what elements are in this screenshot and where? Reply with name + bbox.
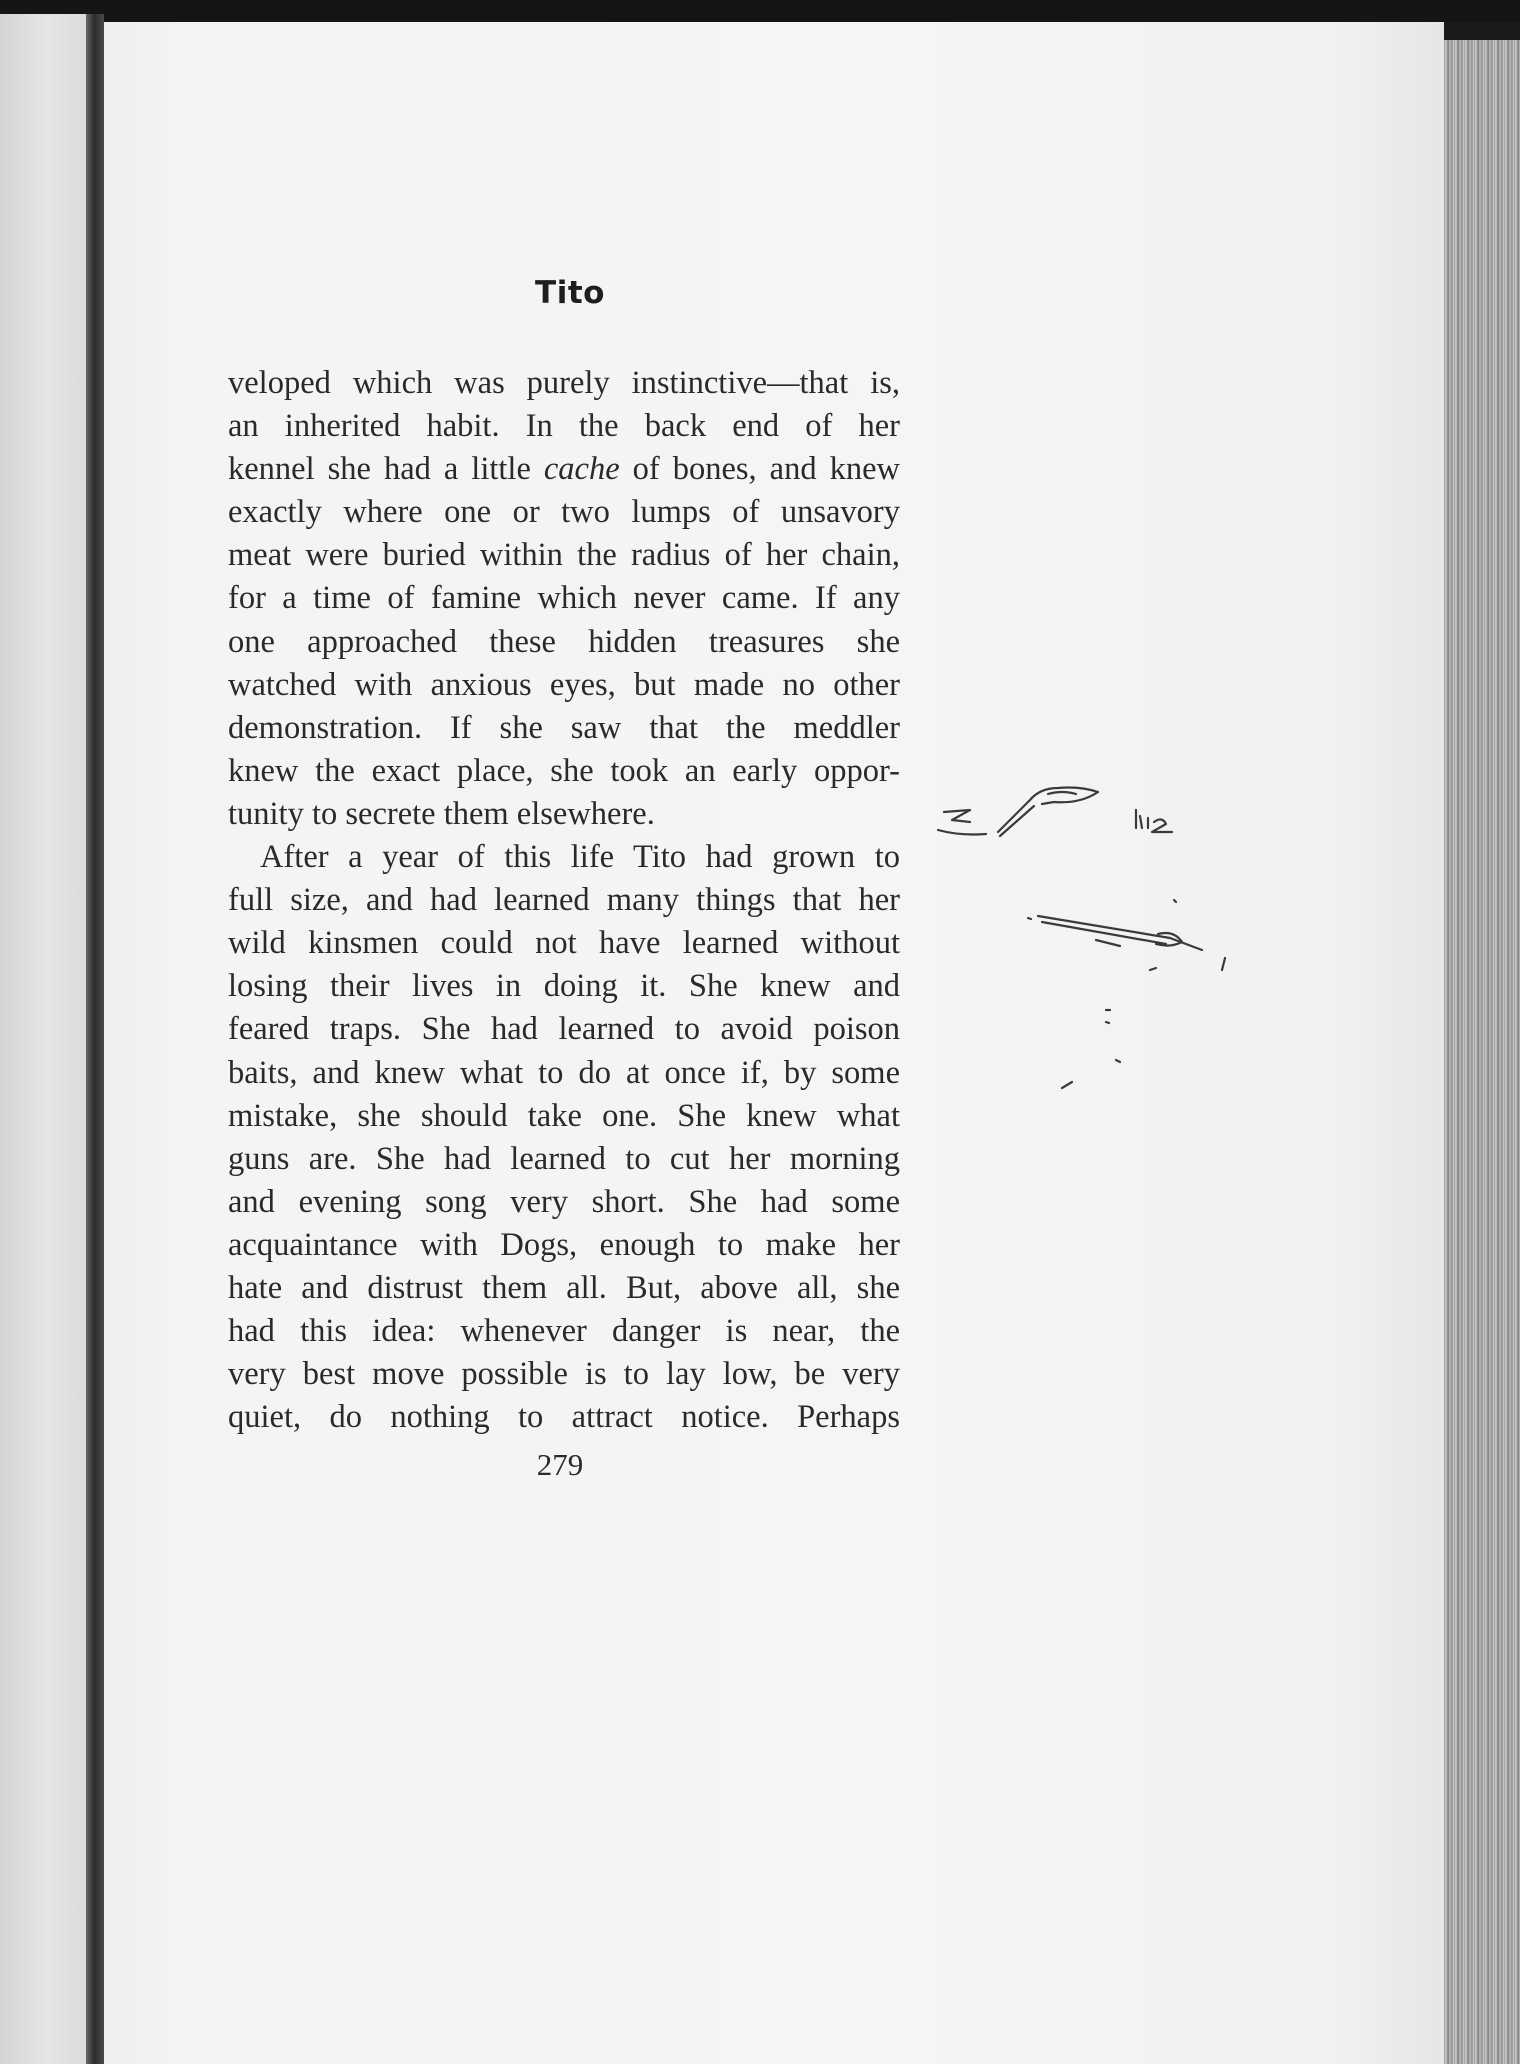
pencil-dot xyxy=(1116,1060,1120,1062)
text-line: had this idea: whenever danger is near, the xyxy=(228,1313,900,1350)
pencil-stroke xyxy=(1000,806,1034,836)
pencil-sketch-marks xyxy=(930,770,1290,1110)
page-number: 279 xyxy=(536,1447,584,1482)
text-line: wild kinsmen could not have learned without xyxy=(228,925,900,962)
pencil-dot xyxy=(1106,1010,1110,1023)
pencil-stroke xyxy=(944,810,970,822)
text-line: hate and distrust them all. But, above all, she xyxy=(228,1269,900,1306)
pencil-dot xyxy=(1028,918,1031,919)
text-line: tunity to secrete them elsewhere. xyxy=(228,795,655,832)
text-line: full size, and had learned many things that her xyxy=(228,882,900,919)
pencil-stroke xyxy=(938,830,986,835)
text-fragment: of bones, and knew xyxy=(619,451,900,488)
text-line: After a year of this life Tito had grown to xyxy=(260,839,900,876)
italic-word: cache xyxy=(543,451,620,488)
text-line: mistake, she should take one. She knew what xyxy=(228,1097,900,1134)
book-gutter xyxy=(86,14,104,2064)
text-line: very best move possible is to lay low, be very xyxy=(228,1356,900,1393)
scan-top-edge xyxy=(0,0,1520,22)
text-line xyxy=(228,448,900,491)
text-line: one approached these hidden treasures she xyxy=(228,623,900,660)
text-line: veloped which was purely instinctive—that is, xyxy=(228,365,900,401)
text-line: an inherited habit. In the back end of her xyxy=(228,408,900,445)
text-line: demonstration. If she saw that the meddler xyxy=(228,709,900,746)
text-fragment: kennel she had a little xyxy=(228,451,544,488)
text-line: exactly where one or two lumps of unsavory xyxy=(228,494,900,531)
left-page-edge xyxy=(0,14,86,2064)
text-line: baits, and knew what to do at once if, by some xyxy=(228,1054,900,1091)
pencil-stroke xyxy=(1152,819,1172,832)
text-line: acquaintance with Dogs, enough to make her xyxy=(228,1226,900,1263)
pencil-stroke xyxy=(1222,958,1225,970)
text-line: knew the exact place, she took an early oppor- xyxy=(228,752,900,789)
pencil-stroke xyxy=(1048,792,1076,794)
pencil-dot xyxy=(1150,968,1156,970)
pencil-stroke xyxy=(1096,940,1120,946)
page-block-edges xyxy=(1444,40,1520,2064)
text-line: meat were buried within the radius of her chain, xyxy=(228,537,900,574)
pencil-stroke xyxy=(1042,922,1166,944)
body-text xyxy=(228,362,900,1439)
text-line: feared traps. She had learned to avoid poison xyxy=(228,1011,900,1048)
text-line: for a time of famine which never came. If any xyxy=(228,580,900,617)
text-line: and evening song very short. She had some xyxy=(228,1183,900,1220)
pencil-dot xyxy=(1174,900,1176,902)
text-line: watched with anxious eyes, but made no other xyxy=(228,666,900,703)
text-line: losing their lives in doing it. She knew and xyxy=(228,968,900,1005)
running-head: Tito xyxy=(535,275,605,311)
text-line: quiet, do nothing to attract notice. Perhaps xyxy=(228,1399,900,1436)
pencil-stroke xyxy=(1062,1082,1072,1088)
text-line: guns are. She had learned to cut her morning xyxy=(228,1140,900,1177)
pencil-stroke xyxy=(1136,810,1148,828)
